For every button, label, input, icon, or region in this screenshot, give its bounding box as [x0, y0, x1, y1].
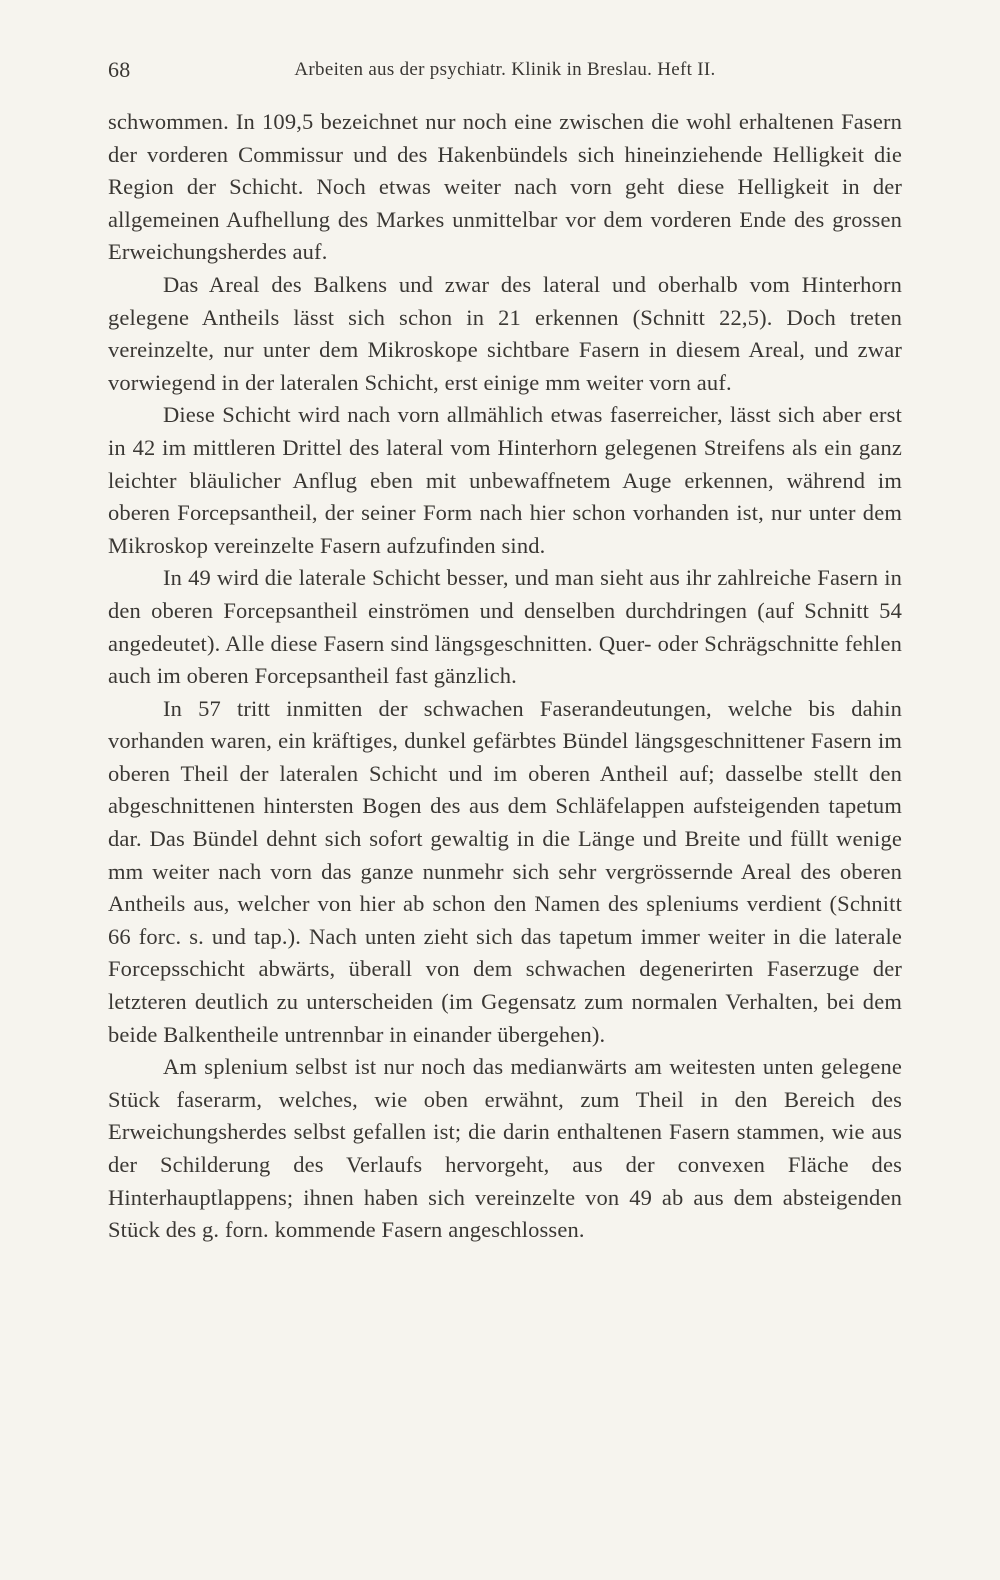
- paragraph-tapetum: In 57 tritt inmitten der schwachen Faserandeutungen, welche bis dahin vorhanden waren, ein kräftiges, dunkel gefärbtes Bündel längsgeschnittener Fasern im oberen Theil der lateralen Schicht und im oberen Antheil auf; dasselbe stellt den abgeschnittenen hintersten Bogen des aus dem Schläfelappen aufsteigenden tapetum dar. Das Bündel dehnt sich sofort gewaltig in die Länge und Breite und füllt wenige mm weiter nach vorn das ganze nunmehr sich sehr vergrössernde Areal des oberen Antheils aus, welcher von hier ab schon den Namen des spleniums verdient (Schnitt 66 forc. s. und tap.). Nach unten zieht sich das tapetum immer weiter in die laterale Forcepsschicht abwärts, überall von dem schwachen degenerirten Faserzuge der letzteren deutlich zu unterscheiden (im Gegensatz zum normalen Verhalten, bei dem beide Balkentheile untrennbar in einander übergehen).: [108, 695, 902, 1047]
- body-text: [108, 106, 902, 1247]
- page-number: 68: [108, 57, 131, 82]
- paragraph-splenium: Am splenium selbst ist nur noch das medianwärts am weitesten unten gelegene Stück faserarm, welches, wie oben erwähnt, zum Theil in den Bereich des Erweichungsherdes selbst gefallen ist; die darin enthaltenen Fasern stammen, wie aus der Schilderung des Verlaufs hervorgeht, aus der convexen Fläche des Hinterhauptlappens; ihnen haben sich vereinzelte von 49 ab aus dem absteigenden Stück des g. forn. kommende Fasern angeschlossen.: [108, 1054, 902, 1243]
- paragraph-balken: Das Areal des Balkens und zwar des lateral und oberhalb vom Hinterhorn gelegene Antheils lässt sich schon in 21 erkennen (Schnitt 22,5). Doch treten vereinzelte, nur unter dem Mikroskope sichtbare Fasern in diesem Areal, und zwar vorwiegend in der lateralen Schicht, erst einige mm weiter vorn auf.: [108, 271, 902, 395]
- paragraph-continuation: schwommen. In 109,5 bezeichnet nur noch eine zwischen die wohl erhaltenen Fasern der vorderen Commissur und des Hakenbündels sich hineinziehende Helligkeit die Region der Schicht. Noch etwas weiter nach vorn geht diese Helligkeit in der allgemeinen Aufhellung des Markes unmittelbar vor dem vorderen Ende des grossen Erweichungsherdes auf.: [108, 109, 902, 265]
- paragraph-schicht: Diese Schicht wird nach vorn allmählich etwas faserreicher, lässt sich aber erst in 42 im mittleren Drittel des lateral vom Hinterhorn gelegenen Streifens als ein ganz leichter bläulicher Anflug eben mit unbewaffnetem Auge erkennen, während im oberen Forcepsantheil, der seiner Form nach hier schon vorhanden ist, nur unter dem Mikroskop vereinzelte Fasern aufzufinden sind.: [108, 402, 902, 558]
- running-head: [108, 52, 902, 88]
- running-title: Arbeiten aus der psychiatr. Klinik in Breslau. Heft II.: [294, 59, 716, 80]
- paragraph-laterale-schicht: In 49 wird die laterale Schicht besser, und man sieht aus ihr zahlreiche Fasern in den oberen Forcepsantheil einströmen und denselben durchdringen (auf Schnitt 54 angedeutet). Alle diese Fasern sind längsgeschnitten. Quer- oder Schrägschnitte fehlen auch im oberen Forcepsantheil fast gänzlich.: [108, 565, 902, 689]
